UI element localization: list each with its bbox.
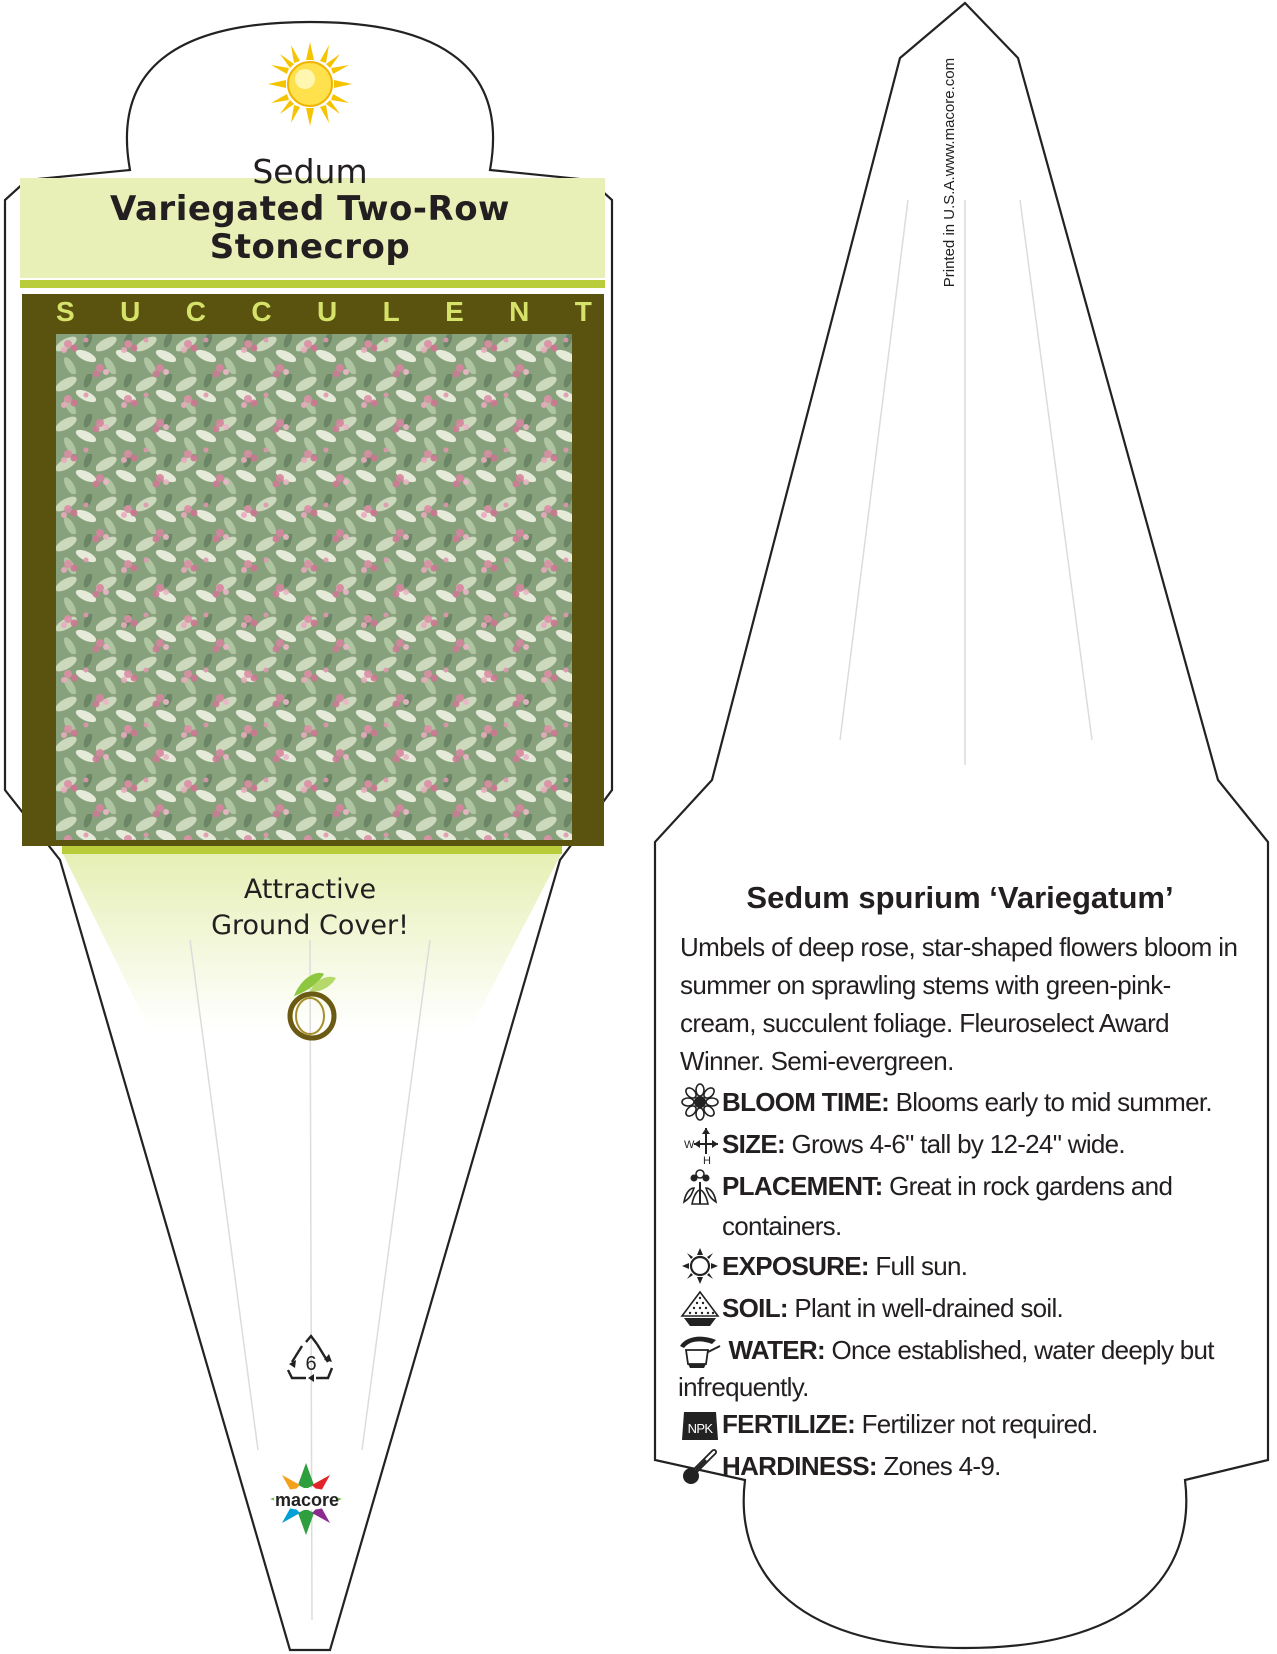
care-row-placement: PLACEMENT: Great in rock gardens and containers. (678, 1166, 1263, 1246)
botanical-name: Sedum spurium ‘Variegatum’ (746, 880, 1174, 915)
printed-in: Printed in U.S.A. (941, 176, 958, 288)
soil-icon (678, 1288, 722, 1328)
banner-stripe-bottom (62, 846, 562, 854)
recycle-icon (284, 1334, 338, 1384)
category-letter: N (509, 296, 530, 327)
care-row-bloom-time: BLOOM TIME: Blooms early to mid summer. (678, 1082, 1263, 1124)
category-letter: E (445, 296, 464, 327)
fertilizer-icon (678, 1404, 722, 1444)
tagline-line1: Attractive (243, 874, 377, 905)
common-name-line1: Variegated Two-Row (110, 189, 510, 229)
tagline (150, 872, 470, 944)
care-row-size: W H SIZE: Grows 4-6" tall by 12-24" wide. (678, 1124, 1263, 1166)
care-row-exposure: EXPOSURE: Full sun. (678, 1246, 1263, 1288)
common-name (40, 190, 580, 266)
plants-icon (678, 1166, 722, 1206)
care-row-hardiness: HARDINESS: Zones 4-9. (678, 1446, 1263, 1488)
water-continuation: infrequently. (678, 1372, 809, 1402)
category-letter: S (56, 296, 75, 327)
thermometer-icon (678, 1446, 722, 1486)
category-letter: C (251, 296, 272, 327)
tagline-line2: Ground Cover! (211, 910, 409, 941)
sun-icon (268, 42, 352, 126)
printer-url: www.macore.com (941, 58, 958, 177)
svg-text:NPK: NPK (687, 1421, 713, 1436)
plant-photo (56, 334, 572, 840)
svg-text:H: H (703, 1155, 711, 1164)
care-row-water: WATER: Once established, water deeply but infrequently. (678, 1330, 1263, 1404)
recycle-number: 6 (305, 1353, 317, 1375)
care-list (678, 1082, 1263, 1488)
category-letter: L (382, 296, 400, 327)
plant-description: Umbels of deep rose, star-shaped flowers bloom in summer on sprawling stems with green-pink-cream, succulent foliage. Fleuroselect Award Winner. Semi-evergreen. (680, 932, 1238, 1076)
brand-name: macore (274, 1490, 340, 1510)
category-letter: C (185, 296, 206, 327)
category-bar (22, 294, 604, 330)
watering-can-icon (678, 1330, 722, 1370)
category-letter: T (574, 296, 592, 327)
care-row-soil: SOIL: Plant in well-drained soil. (678, 1288, 1263, 1330)
genus-name: Sedum (252, 152, 368, 191)
care-row-fertilize: NPK FERTILIZE: Fertilizer not required. (678, 1404, 1263, 1446)
banner-stripe-top (20, 280, 605, 288)
category-letter: U (120, 296, 141, 327)
size-arrows-icon (678, 1124, 722, 1164)
sun-outline-icon (678, 1246, 722, 1286)
flower-icon (678, 1082, 722, 1122)
leaf-seed-icon (284, 962, 340, 1042)
printer-info (940, 58, 960, 287)
category-letter: U (316, 296, 338, 327)
common-name-line2: Stonecrop (209, 227, 411, 267)
svg-text:W: W (684, 1139, 694, 1151)
